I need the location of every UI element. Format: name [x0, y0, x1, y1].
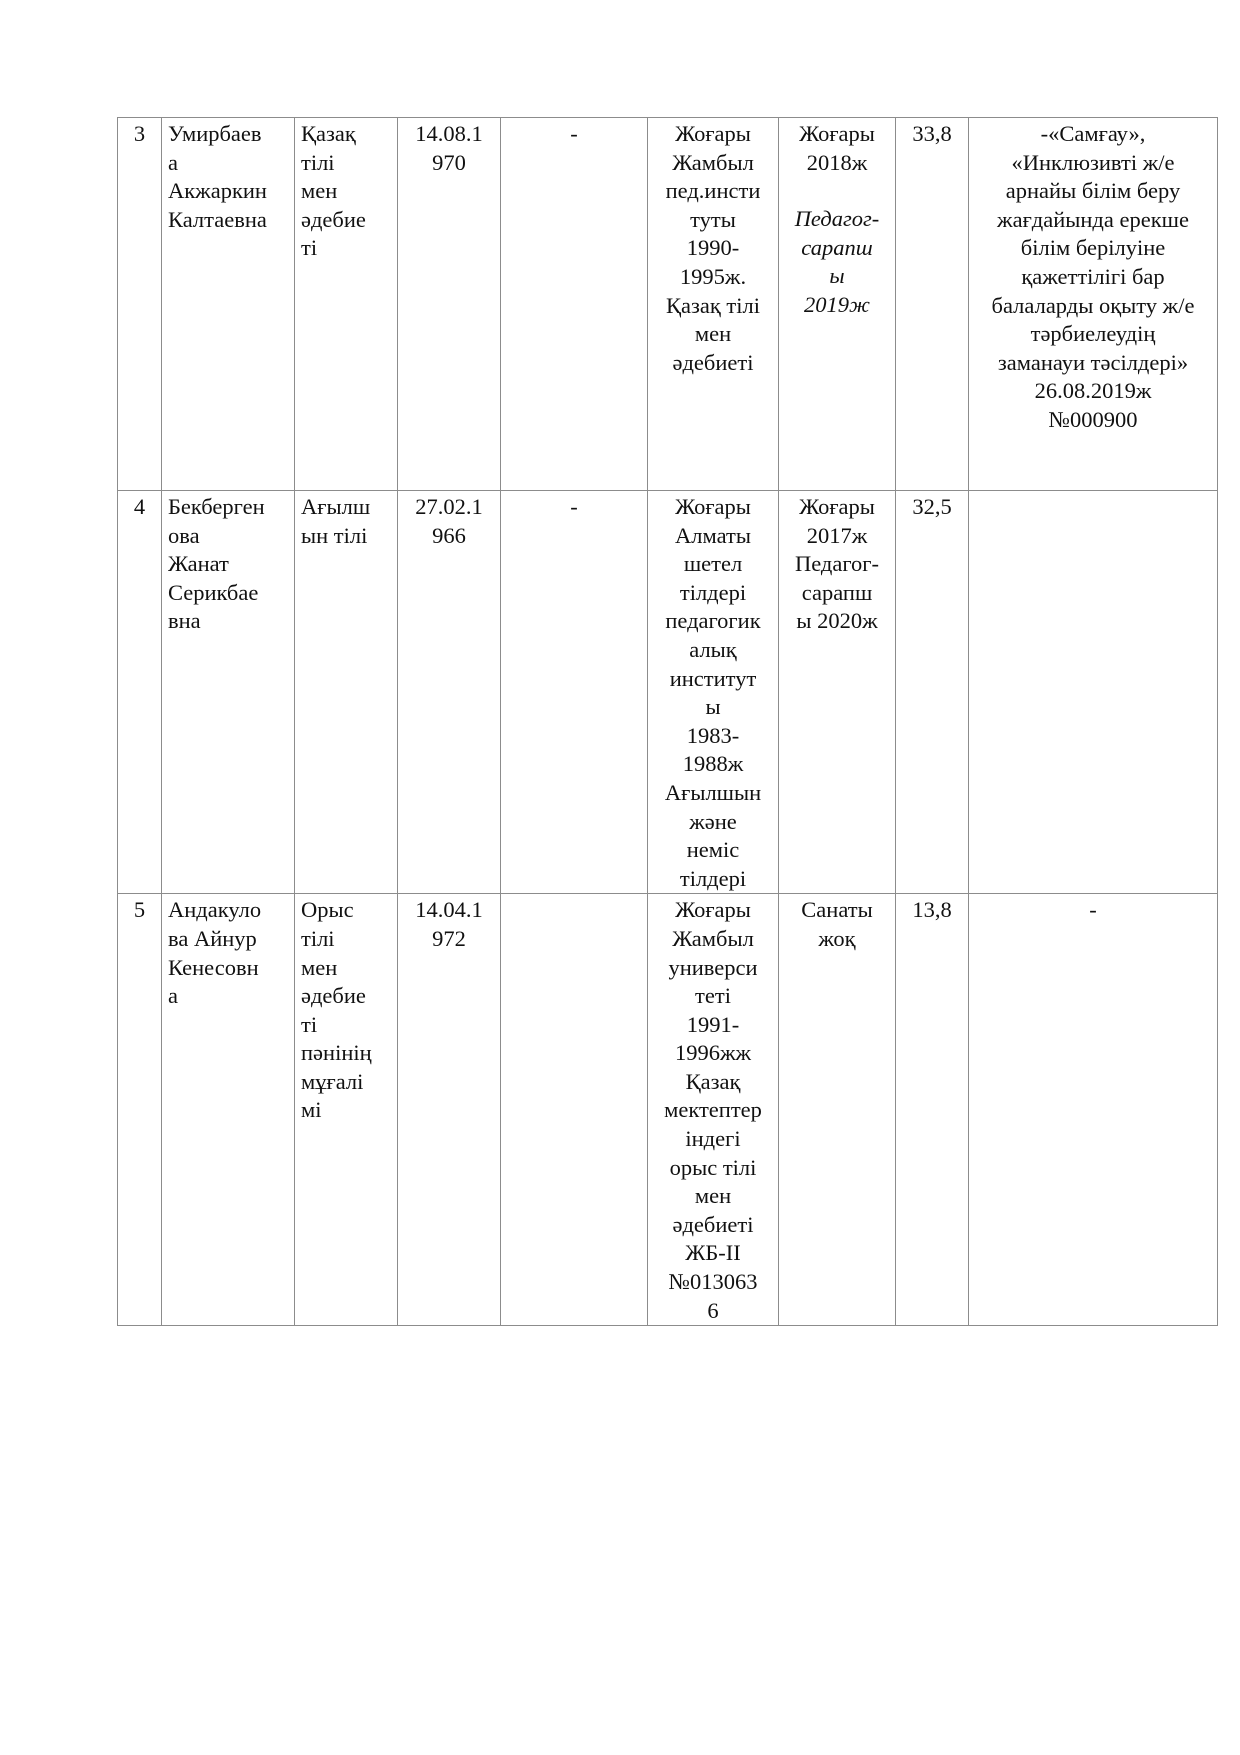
education: Жоғары Алматы шетел тілдері педагогик алық институт ы 1983- 1988ж Ағылшын және неміс тілдері: [648, 491, 779, 894]
birth-date: 14.04.1 972: [398, 894, 501, 1326]
row-number: 3: [118, 118, 162, 491]
staff-table: [117, 117, 1218, 1326]
table-row: [118, 491, 1218, 894]
category: Санаты жоқ: [779, 894, 896, 1326]
courses: -: [969, 894, 1218, 1326]
subject: Ағылш ын тілі: [295, 491, 398, 894]
category: Жоғары 2018ж Педагог- сарапш ы 2019ж: [779, 118, 896, 491]
column-5-value: -: [501, 491, 648, 894]
subject: Орыс тілі мен әдебие ті пәнінің мұғалі мі: [295, 894, 398, 1326]
category: Жоғары 2017ж Педагог- сарапш ы 2020ж: [779, 491, 896, 894]
column-5-value: [501, 894, 648, 1326]
courses: -«Самғау», «Инклюзивті ж/е арнайы білім беру жағдайында ерекше білім берілуіне қажеттілігі бар балаларды оқыту ж/е тәрбиелеудің заманауи тәсілдері» 26.08.2019ж №000900: [969, 118, 1218, 491]
education: Жоғары Жамбыл универси теті 1991- 1996жж Қазақ мектептер індегі орыс тілі мен әдебиеті ЖБ-ІІ №013063 6: [648, 894, 779, 1326]
courses: [969, 491, 1218, 894]
teacher-name: Умирбаев а Акжаркин Калтаевна: [162, 118, 295, 491]
teacher-name: Андакуло ва Айнур Кенесовн а: [162, 894, 295, 1326]
education: Жоғары Жамбыл пед.инсти туты 1990- 1995ж. Қазақ тілі мен әдебиеті: [648, 118, 779, 491]
experience: 13,8: [896, 894, 969, 1326]
birth-date: 14.08.1 970: [398, 118, 501, 491]
experience: 32,5: [896, 491, 969, 894]
table-row: [118, 118, 1218, 491]
row-number: 4: [118, 491, 162, 894]
subject: Қазақ тілі мен әдебие ті: [295, 118, 398, 491]
row-number: 5: [118, 894, 162, 1326]
teacher-name: Бекберген ова Жанат Серикбае вна: [162, 491, 295, 894]
column-5-value: -: [501, 118, 648, 491]
birth-date: 27.02.1 966: [398, 491, 501, 894]
experience: 33,8: [896, 118, 969, 491]
table-row: [118, 894, 1218, 1326]
